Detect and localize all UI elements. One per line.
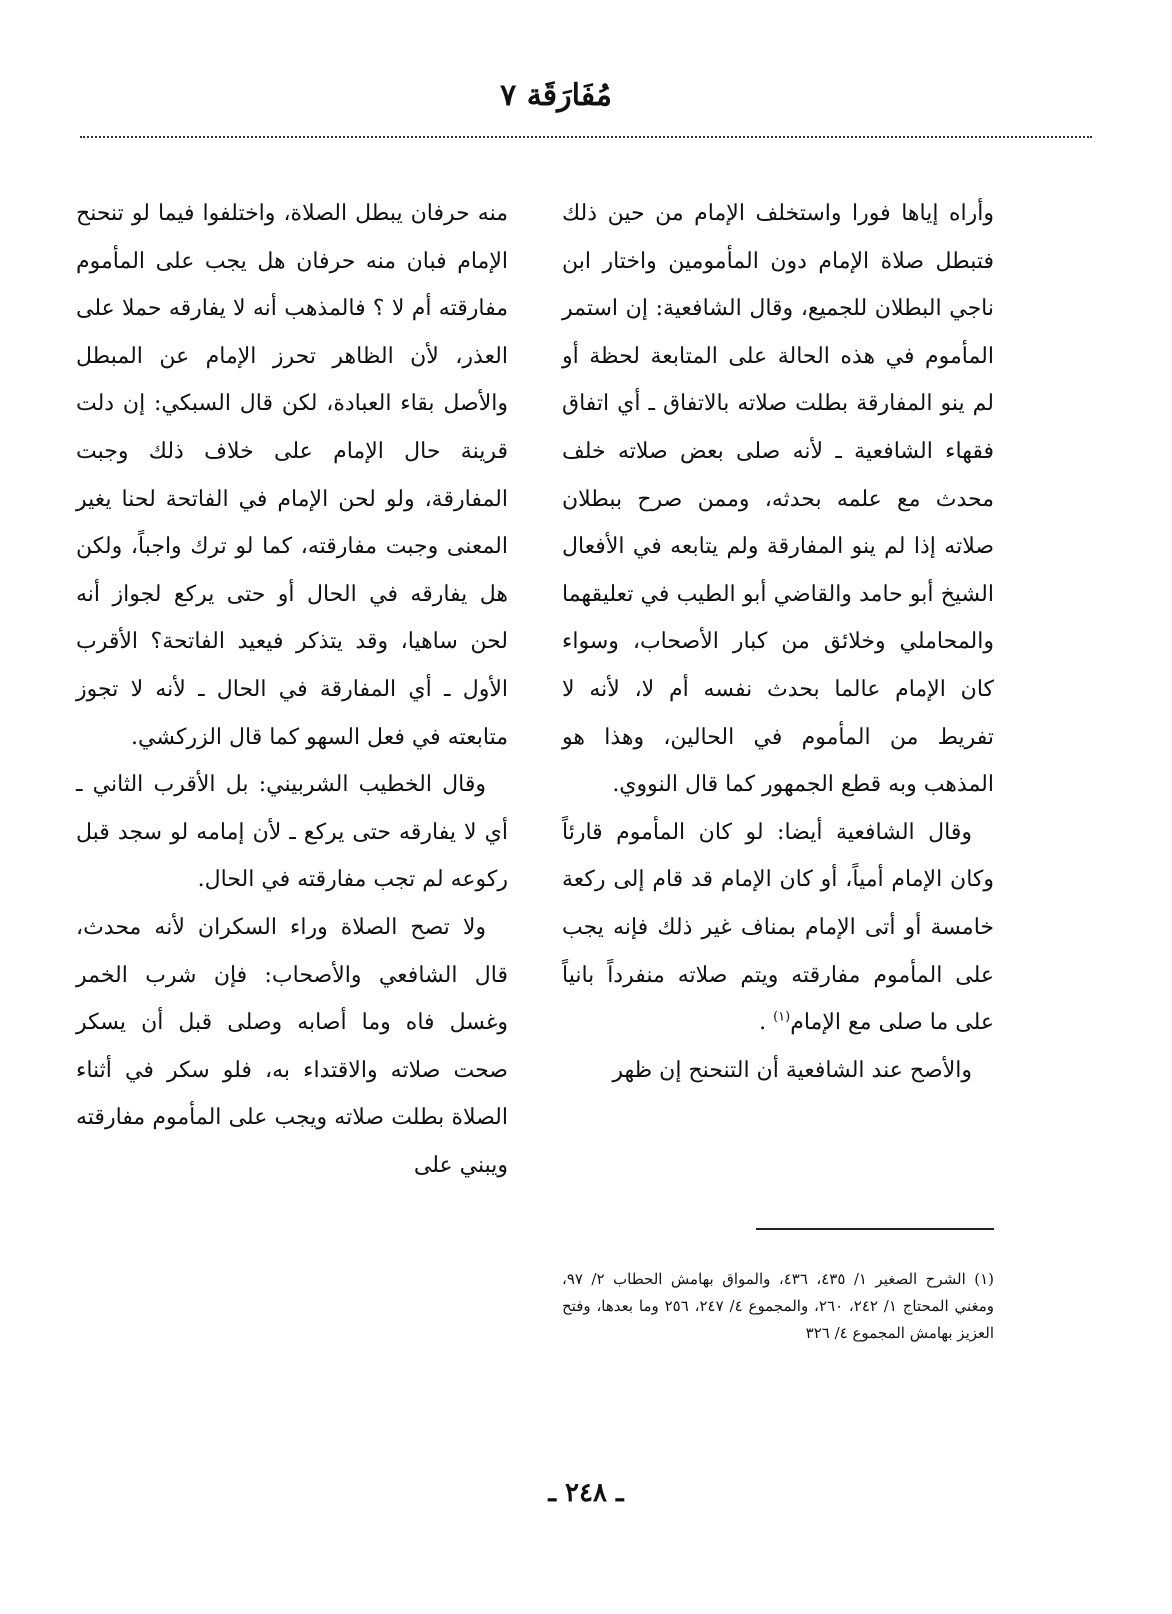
- paragraph: وأراه إياها فورا واستخلف الإمام من حين ذلك فتبطل صلاة الإمام دون المأمومين واختار ابن ناجي البطلان للجميع، وقال الشافعية: إن استمر المأموم في هذه الحالة على المتابعة لحظة أو لم ينو المفارقة بطلت صلاته بالاتفاق ـ أي اتفاق فقهاء الشافعية ـ لأنه صلى بعض صلاته خلف محدث مع علمه بحدثه، وممن صرح ببطلان صلاته إذا لم ينو المفارقة ولم يتابعه في الأفعال الشيخ أبو حامد والقاضي أبو الطيب في تعليقهما والمحاملي وخلائق من كبار الأصحاب، وسواء كان الإمام عالما بحدث نفسه أم لا، لأنه لا تفريط من المأموم في الحالين، وهذا هو المذهب وبه قطع الجمهور كما قال النووي.: [562, 201, 994, 798]
- right-column: [562, 190, 994, 1094]
- header-title: مُفَارَقَة ٧: [500, 78, 612, 113]
- running-header: [0, 78, 1172, 124]
- paragraph: ولا تصح الصلاة وراء السكران لأنه محدث، قال الشافعي والأصحاب: فإن شرب الخمر وغسل فاه وما أصابه وصلى قبل أن يسكر صحت صلاته والاقتداء به، فلو سكر في أثناء الصلاة بطلت صلاته ويجب على المأموم مفارقته ويبني على: [76, 914, 508, 1178]
- footnote: (١) الشرح الصغير ١/ ٤٣٥، ٤٣٦، والمواق بهامش الحطاب ٢/ ٩٧، ومغني المحتاج ١/ ٢٤٢، ٢٦٠، والمجموع ٤/ ٢٤٧، ٢٥٦ وما بعدها، وفتح العزيز بهامش المجموع ٤/ ٣٢٦: [562, 1270, 995, 1342]
- footnote-marker: (١): [773, 1009, 791, 1025]
- header-dotted-rule: [80, 136, 1092, 138]
- paragraph: منه حرفان يبطل الصلاة، واختلفوا فيما لو تنحنح الإمام فبان منه حرفان هل يجب على المأموم مفارقته أم لا ؟ فالمذهب أنه لا يفارقه حملا على العذر، لأن الظاهر تحرز الإمام عن المبطل والأصل بقاء العبادة، لكن قال السبكي: إن دلت قرينة حال الإمام على خلاف ذلك وجبت المفارقة، ولو لحن الإمام في الفاتحة لحنا يغير المعنى وجبت مفارقته، كما لو ترك واجباً، ولكن هل يفارقه في الحال أو حتى يركع لجواز أنه لحن ساهيا، وقد يتذكر فيعيد الفاتحة؟ الأقرب الأول ـ أي المفارقة في الحال ـ لأنه لا تجوز متابعته في فعل السهو كما قال الزركشي.: [76, 201, 508, 750]
- paragraph: والأصح عند الشافعية أن التنحنح إن ظهر: [612, 1057, 972, 1083]
- paragraph: وقال الخطيب الشربيني: بل الأقرب الثاني ـ أي لا يفارقه حتى يركع ـ لأن إمامه لو سجد قبل ركوعه لم تجب مفارقته في الحال.: [76, 772, 508, 893]
- paragraph-text: وقال الشافعية أيضا: لو كان المأموم قارئاً وكان الإمام أمياً، أو كان الإمام قد قام إلى ركعة خامسة أو أتى الإمام بمناف غير ذلك فإنه يجب على المأموم مفارقته ويتم صلاته منفرداً بانياً على ما صلى مع الإمام: [562, 819, 994, 1036]
- left-column: [76, 190, 508, 1189]
- footnote-separator: [756, 1228, 994, 1230]
- page-number: ـ ٢٤٨ ـ: [548, 1478, 624, 1508]
- paragraph: وقال الشافعية أيضا: لو كان المأموم قارئاً وكان الإمام أمياً، أو كان الإمام قد قام إلى ركعة خامسة أو أتى الإمام بمناف غير ذلك فإنه يجب على المأموم مفارقته ويتم صلاته منفرداً بانياً على ما صلى مع الإمام$^{(١)}$ .: [562, 819, 994, 1036]
